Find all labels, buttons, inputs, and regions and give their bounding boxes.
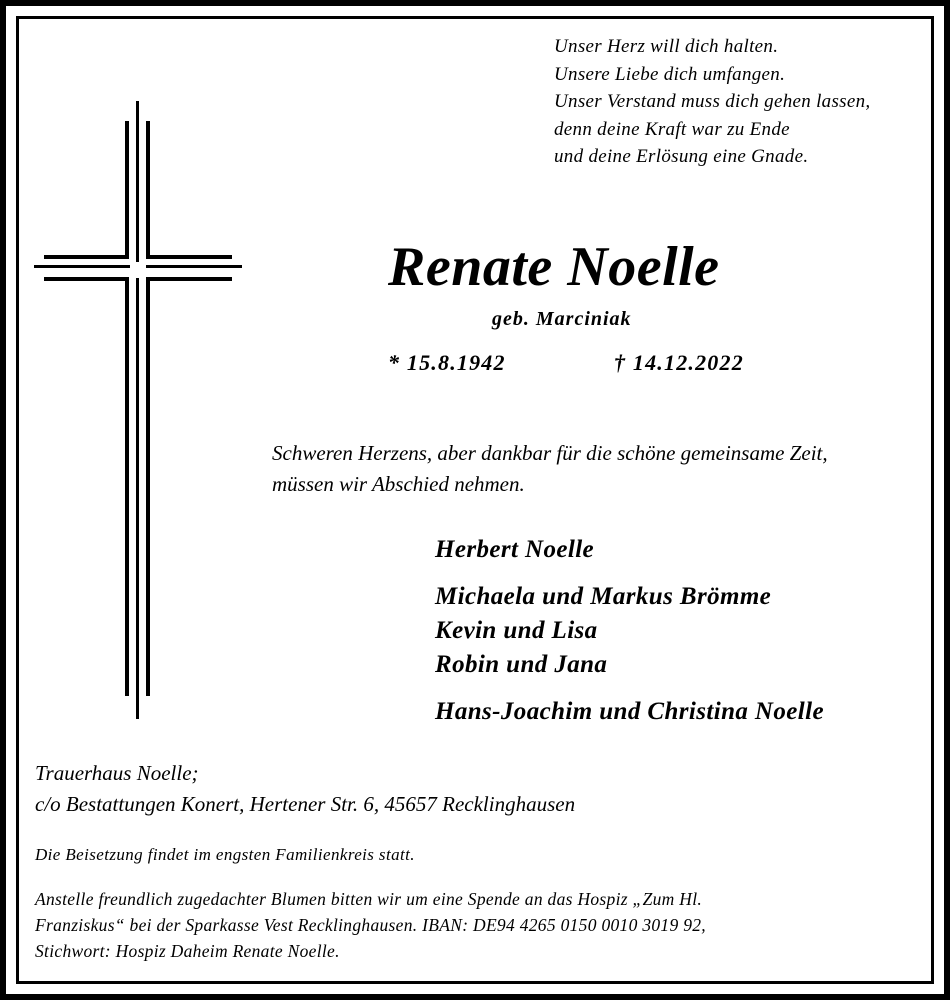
donation-line: Anstelle freundlich zugedachter Blumen bitten wir um eine Spende an das Hospiz „Zum Hl. — [35, 889, 703, 909]
poem-line: denn deine Kraft war zu Ende — [554, 118, 790, 140]
cross-lower-horizontal-left — [44, 277, 129, 281]
deceased-name: Renate Noelle — [388, 236, 720, 298]
donation-note — [35, 886, 706, 964]
cross-center-horizontal-left — [34, 265, 130, 268]
intro-line: Schweren Herzens, aber dankbar für die schöne gemeinsame Zeit, — [272, 441, 828, 465]
poem-line: und deine Erlösung eine Gnade. — [554, 146, 809, 167]
poem-line: Unser Verstand muss dich gehen lassen, — [554, 91, 871, 112]
mourner-name: Hans-Joachim und Christina Noelle — [435, 698, 824, 725]
intro-line: müssen wir Abschied nehmen. — [272, 472, 525, 496]
cross-outer-left-lower — [125, 277, 129, 696]
donation-line: Stichwort: Hospiz Daheim Renate Noelle. — [35, 941, 340, 961]
cross-center-vertical-bottom — [136, 278, 139, 719]
cross-center-vertical-top — [136, 101, 139, 262]
mourner-name: Herbert Noelle — [435, 536, 595, 563]
burial-note: Die Beisetzung findet im engsten Familienkreis statt. — [35, 845, 415, 864]
poem — [554, 33, 870, 171]
cross-upper-horizontal-left — [44, 255, 129, 259]
birth-date: * 15.8.1942 — [388, 350, 506, 375]
address-line: c/o Bestattungen Konert, Hertener Str. 6, 45657 Recklinghausen — [35, 792, 576, 816]
mourner-name: Michaela und Markus Brömme — [435, 583, 772, 610]
cross-outer-left-upper — [125, 121, 129, 259]
death-date: † 14.12.2022 — [614, 350, 744, 375]
cross-lower-horizontal-right — [146, 277, 232, 281]
cross-outer-right-lower — [146, 277, 150, 696]
cross-center-horizontal-right — [146, 265, 242, 268]
maiden-name: geb. Marciniak — [492, 308, 632, 330]
donation-line: Franziskus“ bei der Sparkasse Vest Recklinghausen. IBAN: DE94 4265 0150 0010 3019 92, — [35, 915, 706, 935]
intro-text — [272, 438, 828, 500]
mourner-name: Robin und Jana — [435, 651, 608, 678]
address-line: Trauerhaus Noelle; — [35, 761, 199, 785]
poem-line: Unsere Liebe dich umfangen. — [554, 63, 786, 85]
mourning-address — [35, 758, 575, 820]
cross-outer-right-upper — [146, 121, 150, 259]
poem-line: Unser Herz will dich halten. — [554, 36, 779, 57]
mourner-name: Kevin und Lisa — [435, 617, 598, 644]
cross-upper-horizontal-right — [146, 255, 232, 259]
